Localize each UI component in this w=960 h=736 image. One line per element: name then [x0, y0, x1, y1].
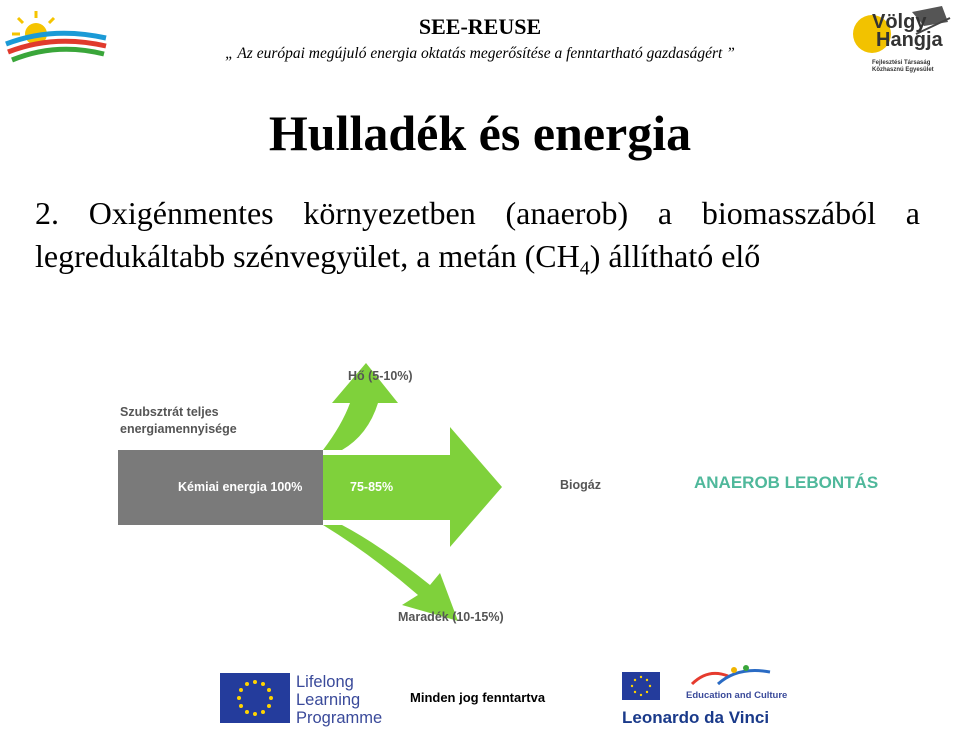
- volgy-hangja-wordmark: [872, 13, 943, 49]
- logo-line1: Völgy: [872, 11, 927, 33]
- llp-line3: Programme: [296, 709, 383, 727]
- logo-line2: Hangja: [876, 29, 943, 51]
- eu-flag-icon: [220, 673, 290, 723]
- substrate-label: [120, 404, 237, 438]
- volgy-hangja-small: [872, 60, 934, 74]
- body-text: [35, 192, 920, 290]
- energy-flow-diagram: [110, 355, 870, 645]
- process-label: ANAEROB LEBONTÁS: [694, 473, 879, 492]
- leonardo-swoosh-icon: [688, 662, 774, 690]
- residue-arrow: [323, 525, 458, 621]
- logo-small2: Közhasznú Egyesület: [872, 67, 934, 73]
- body-text-end: ) állítható elő: [589, 238, 761, 274]
- body-text-subscript: 4: [579, 257, 590, 280]
- header-subtitle: „ Az európai megújuló energia oktatás megerősítése a fenntartható gazdaságért ”: [225, 45, 735, 62]
- substrate-label-line2: energiamennyisége: [120, 422, 237, 436]
- body-text-main: 2. Oxigénmentes környezetben (anaerob) a biomasszából a legredukáltabb szénvegyület, a metán (CH: [35, 195, 920, 274]
- biogas-label: Biogáz: [560, 478, 601, 492]
- eu-flag-small-icon: [622, 672, 660, 700]
- chemical-energy-label: Kémiai energia 100%: [178, 480, 303, 494]
- substrate-label-line1: Szubsztrát teljes: [120, 405, 219, 419]
- heat-label: Hő (5-10%): [348, 369, 413, 383]
- llp-line2: Learning: [296, 691, 361, 709]
- logo-small1: Fejlesztési Társaság: [872, 60, 931, 66]
- llp-label: [296, 673, 382, 727]
- residue-label: Maradék (10-15%): [398, 610, 504, 624]
- llp-line1: Lifelong: [296, 673, 354, 691]
- leonardo-text: Leonardo da Vinci: [622, 708, 770, 727]
- slide-title: Hulladék és energia: [268, 105, 692, 161]
- rights-text: Minden jog fenntartva: [410, 690, 546, 705]
- header-title: SEE-REUSE: [418, 14, 542, 39]
- biogas-percent-label: 75-85%: [350, 480, 394, 494]
- edu-culture-text: Education and Culture: [686, 690, 788, 701]
